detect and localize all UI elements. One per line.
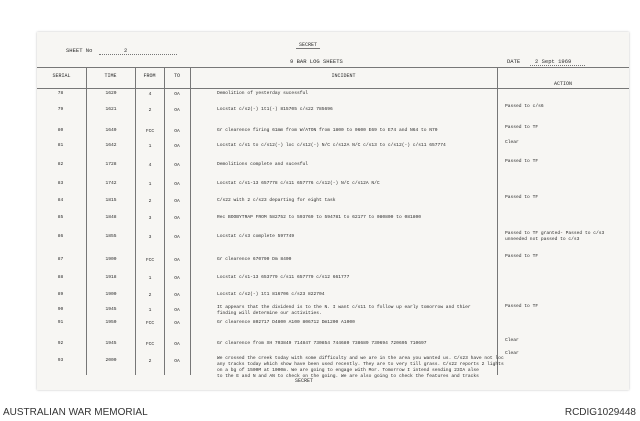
from-cell: 1 <box>148 308 152 313</box>
action-text: Passed to TF granted- Passed to c/s3 <box>505 231 605 236</box>
to-cell: OA <box>174 342 180 347</box>
column-header-incident: INCIDENT <box>331 73 356 79</box>
serial-cell: 82 <box>57 162 64 167</box>
action-text: unneeded not passed to c/s3 <box>505 237 580 242</box>
to-cell: OA <box>174 108 180 113</box>
table-row <box>37 88 629 104</box>
incident-text: Demolition of yesterday sucessful <box>217 91 308 96</box>
time-cell: 2000 <box>105 358 117 363</box>
incident-text: any tracks today which show have been used recently. They are to very till grass. C/s22 reports 2 lights <box>217 362 504 367</box>
column-header-to: TO <box>173 73 180 79</box>
incident-text: Gr clearence from XH 703849 714847 730854 744680 738689 730694 720695 710697 <box>217 341 427 346</box>
serial-cell: 81 <box>57 143 64 148</box>
incident-text: Gr clearence 670790 Dm 8400 <box>217 257 292 262</box>
action-text: Passed to TF <box>505 125 539 130</box>
to-cell: OA <box>174 293 180 298</box>
serial-cell: 79 <box>57 107 64 112</box>
table-row <box>37 212 629 228</box>
time-cell: 1900 <box>105 257 117 262</box>
from-cell: 2 <box>148 199 152 204</box>
from-cell: 3 <box>148 216 152 221</box>
from-cell: 2 <box>148 108 152 113</box>
table-top-border <box>37 67 629 68</box>
serial-cell: 88 <box>57 275 64 280</box>
from-cell: FCC <box>145 321 155 326</box>
serial-cell: 84 <box>57 198 64 203</box>
column-header-action: ACTION <box>553 81 572 87</box>
column-header-from: FROM <box>143 73 156 79</box>
time-cell: 1815 <box>105 198 117 203</box>
classification-top: SECRET <box>298 42 317 48</box>
action-text: Clear <box>505 338 519 343</box>
from-cell: 4 <box>148 163 152 168</box>
table-row <box>37 159 629 175</box>
date-underline <box>530 65 585 66</box>
serial-cell: 90 <box>57 307 64 312</box>
from-cell: 2 <box>148 293 152 298</box>
action-text: Passed to c/s6 <box>505 104 544 109</box>
classification-bottom: SECRET <box>294 378 313 384</box>
time-cell: 1640 <box>105 128 117 133</box>
log-sheet <box>37 32 629 390</box>
table-row <box>37 338 629 354</box>
table-row <box>37 195 629 211</box>
table-row <box>37 125 629 141</box>
incident-text: Rec BOOBYTRAP FROM 582752 to 593769 to 594781 to 62177 to 080800 to 081800 <box>217 215 421 220</box>
from-cell: 1 <box>148 182 152 187</box>
table-row <box>37 178 629 194</box>
time-cell: 1918 <box>105 275 117 280</box>
table-row <box>37 231 629 247</box>
column-header-serial: SERIAL <box>52 73 71 79</box>
to-cell: OA <box>174 308 180 313</box>
time-cell: 1742 <box>105 181 117 186</box>
action-text: Clear <box>505 351 519 356</box>
time-cell: 1945 <box>105 341 117 346</box>
table-row <box>37 317 629 333</box>
time-cell: 1728 <box>105 162 117 167</box>
serial-cell: 80 <box>57 128 64 133</box>
incident-text: finding will determine our activities. <box>217 311 322 316</box>
serial-cell: 92 <box>57 341 64 346</box>
sheet-no-label: SHEET No <box>66 47 93 54</box>
action-text: Passed to TF <box>505 304 539 309</box>
serial-cell: 78 <box>57 91 64 96</box>
to-cell: OA <box>174 199 180 204</box>
from-cell: 1 <box>148 144 152 149</box>
time-cell: 1855 <box>105 234 117 239</box>
incident-text: Locstat c/s3 complete 597749 <box>217 234 295 239</box>
incident-text: Locstat c/s1-13 653779 c/s11 657779 c/s12 661777 <box>217 275 350 280</box>
serial-cell: 86 <box>57 234 64 239</box>
from-cell: 1 <box>148 276 152 281</box>
time-cell: 1900 <box>105 292 117 297</box>
to-cell: OA <box>174 321 180 326</box>
incident-text: Locstat c/s2(-) 1t1 816706 c/s23 822704 <box>217 292 325 297</box>
to-cell: OA <box>174 235 180 240</box>
from-cell: FCC <box>145 129 155 134</box>
caption-institution: AUSTRALIAN WAR MEMORIAL <box>3 407 148 418</box>
incident-text: Locstat c/s1 to c/s12(-) loc c/s12(-) N/C c/s12A N/C c/s13 to c/s12(-) c/s11 657774 <box>217 143 446 148</box>
action-text: Passed to TF <box>505 254 539 259</box>
serial-cell: 87 <box>57 257 64 262</box>
to-cell: OA <box>174 182 180 187</box>
table-row <box>37 104 629 120</box>
from-cell: FCC <box>145 342 155 347</box>
table-row <box>37 289 629 305</box>
incident-text: Gr clearence firing 61mm from W/ATON from 1800 to 0600 E69 to E74 and N64 to N70 <box>217 128 438 133</box>
incident-text: Locstat c/s2(-) 1t1(-) 815705 c/s22 785696 <box>217 107 333 112</box>
serial-cell: 91 <box>57 320 64 325</box>
time-cell: 1950 <box>105 320 117 325</box>
serial-cell: 85 <box>57 215 64 220</box>
classification-underline <box>296 48 320 49</box>
to-cell: OA <box>174 258 180 263</box>
time-cell: 1621 <box>105 107 117 112</box>
date-label: DATE <box>507 58 521 65</box>
to-cell: OA <box>174 216 180 221</box>
table-row <box>37 254 629 270</box>
incident-text: Locstat c/s1-13 657778 c/s11 657776 c/s12(-) N/C c/s12A N/C <box>217 181 380 186</box>
incident-text: to the E and N and AN to check on the going. We are also going to check the features and tracks <box>217 374 479 379</box>
table-row <box>37 140 629 156</box>
incident-text: on a bg of 1500M at 1000m. We are going to engage with Mor. Tomorrow I intend sending 23IA alse <box>217 368 479 373</box>
from-cell: 3 <box>148 235 152 240</box>
action-text: Clear <box>505 140 519 145</box>
to-cell: OA <box>174 163 180 168</box>
from-cell: 4 <box>148 92 152 97</box>
sheet-no-value: 2 <box>124 47 128 54</box>
time-cell: 1945 <box>105 307 117 312</box>
incident-text: C/s22 with 2 c/s23 departing for eight task <box>217 198 336 203</box>
column-header-time: TIME <box>104 73 117 79</box>
from-cell: 2 <box>148 359 152 364</box>
caption-record-id: RCDIG1029448 <box>564 407 636 418</box>
to-cell: OA <box>174 144 180 149</box>
to-cell: OA <box>174 359 180 364</box>
sheet-no-underline <box>99 54 177 55</box>
action-text: Passed to TF <box>505 159 539 164</box>
sheet-title: 9 BAR LOG SHEETS <box>290 58 343 65</box>
serial-cell: 83 <box>57 181 64 186</box>
incident-text: Gr clearence 802717 D4800 A100 806712 Dm1200 A1000 <box>217 320 355 325</box>
incident-text: We crossed the creek today with some difficulty and we are in the area you wanted us. C/s23 have not loc <box>217 356 504 361</box>
date-value: 2 Sept 1969 <box>535 58 572 65</box>
table-row <box>37 272 629 288</box>
incident-text: Demolitions complete and sucesful <box>217 162 308 167</box>
from-cell: FCC <box>145 258 155 263</box>
serial-cell: 93 <box>57 358 64 363</box>
action-text: Passed to TF <box>505 195 539 200</box>
to-cell: OA <box>174 276 180 281</box>
time-cell: 1620 <box>105 91 117 96</box>
serial-cell: 89 <box>57 292 64 297</box>
to-cell: OA <box>174 129 180 134</box>
to-cell: OA <box>174 92 180 97</box>
incident-text: It appears that the dividend is to the N. I want c/s11 to follow up early tomorrow and thier <box>217 305 471 310</box>
time-cell: 1848 <box>105 215 117 220</box>
time-cell: 1642 <box>105 143 117 148</box>
table-row <box>37 351 629 379</box>
